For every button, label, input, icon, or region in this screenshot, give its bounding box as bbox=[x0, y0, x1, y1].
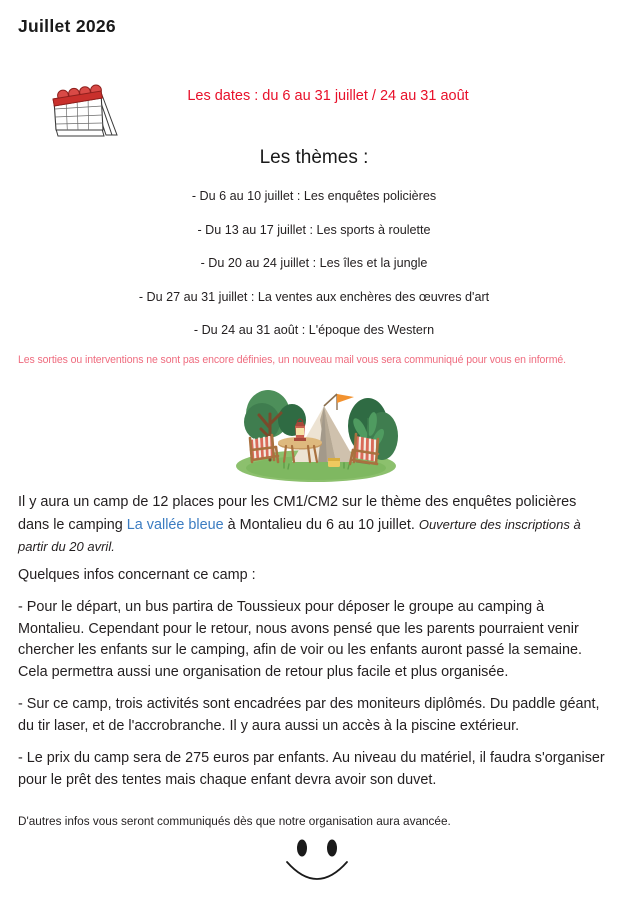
intro-italic-note: Ouverture des inscriptions à partir du 20 avril. bbox=[18, 516, 581, 554]
page-title: Juillet 2026 bbox=[18, 16, 116, 36]
red-warning-note: Les sorties ou interventions ne sont pas encore définies, un nouveau mail vous sera communiqué pour vous en informé. bbox=[18, 354, 566, 366]
list-item: - Du 13 au 17 juillet : Les sports à roulette bbox=[197, 222, 431, 237]
themes-list bbox=[0, 188, 628, 356]
closing-note: D'autres infos vous seront communiqués dès que notre organisation aura avancée. bbox=[18, 814, 451, 828]
camping-illustration bbox=[232, 384, 400, 484]
intro-text-part2: à Montalieu du 6 au 10 juillet. bbox=[223, 516, 419, 533]
smiley-face-icon bbox=[279, 836, 355, 888]
camping-link[interactable]: La vallée bleue bbox=[126, 516, 224, 533]
list-item: - Du 6 au 10 juillet : Les enquêtes policières bbox=[191, 189, 437, 203]
list-item: - Du 27 au 31 juillet : La ventes aux enchères des œuvres d'art bbox=[138, 289, 490, 304]
intro-paragraph bbox=[18, 492, 610, 559]
infos-heading: Quelques infos concernant ce camp : bbox=[18, 567, 256, 583]
dates-line: Les dates : du 6 au 31 juillet / 24 au 31 août bbox=[187, 88, 469, 104]
paragraph-activites: - Sur ce camp, trois activités sont encadrées par des moniteurs diplômés. Du paddle géant, du tir laser, et de l'accrobranche. Il y aura aussi un accès à la piscine extérieur. bbox=[18, 696, 600, 734]
intro-text-part1: Il y aura un camp de 12 places pour les CM1/CM2 sur le thème des enquêtes policières dans le camping bbox=[18, 494, 577, 533]
list-item: - Du 20 au 24 juillet : Les îles et la jungle bbox=[200, 256, 428, 270]
themes-heading: Les thèmes : bbox=[259, 147, 369, 168]
list-item: - Du 24 au 31 août : L'époque des Western bbox=[193, 323, 435, 337]
paragraph-prix: - Le prix du camp sera de 275 euros par enfants. Au niveau du matériel, il faudra s'organiser pour le prêt des tentes mais chaque enfant devra avoir son duvet. bbox=[18, 750, 605, 788]
paragraph-depart: - Pour le départ, un bus partira de Toussieux pour déposer le groupe au camping à Montalieu. Cependant pour le retour, nous avons pensé que les parents pourraient venir chercher les enfants sur le camping, afin de voir ou les enfants auront passé la semaine. Cela permettra aussi une organisation de retour plus facile et plus organisée. bbox=[18, 599, 582, 680]
